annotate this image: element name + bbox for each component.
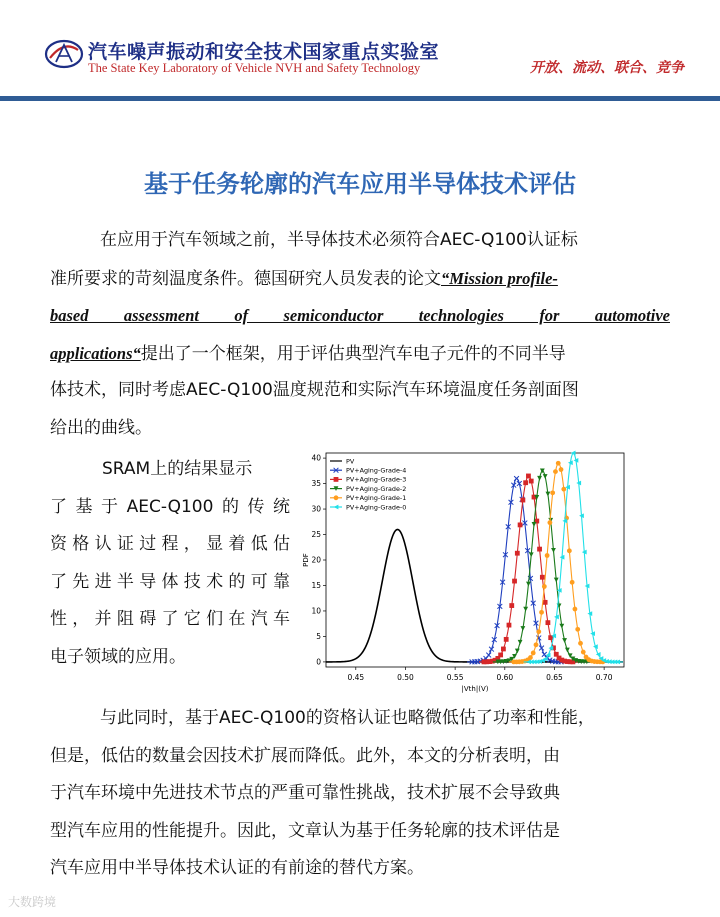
text-line: SRAM上的结果显示 <box>102 459 253 479</box>
text-line: 在应用于汽车领域之前，半导体技术必须符合AEC-Q100认证标 <box>100 230 578 250</box>
data-point <box>539 610 544 615</box>
y-tick-label: 0 <box>316 657 321 667</box>
data-point <box>561 487 566 492</box>
data-point <box>550 490 555 495</box>
data-point <box>518 523 523 528</box>
lab-name-chinese: 汽车噪声振动和安全技术国家重点实验室 <box>88 41 440 63</box>
y-tick-label: 30 <box>311 504 321 514</box>
vth-pdf-chart <box>298 447 638 697</box>
x-tick-label: 0.70 <box>595 673 613 682</box>
data-point <box>547 520 552 525</box>
data-point <box>573 607 578 612</box>
y-tick-label: 35 <box>311 479 321 489</box>
data-point <box>578 641 583 646</box>
data-point <box>553 469 558 474</box>
data-point <box>515 551 520 556</box>
y-tick-label: 25 <box>311 530 321 540</box>
legend-label: PV+Aging-Grade-1 <box>346 494 407 503</box>
data-point <box>334 477 339 482</box>
text-line: 汽车应用中半导体技术认证的有前途的替代方案。 <box>50 858 424 878</box>
text-line: 体技术，同时考虑AEC-Q100温度规范和实际汽车环境温度任务剖面图 <box>50 380 579 400</box>
y-tick-label: 40 <box>311 453 321 463</box>
data-point <box>542 584 547 589</box>
header-divider <box>0 96 720 101</box>
text-line <box>50 297 670 335</box>
data-point <box>545 553 550 558</box>
text-line: 性，并阻碍了它们在汽车 <box>50 609 290 629</box>
y-axis-label: PDF <box>302 553 310 567</box>
text-line: 电子领域的应用。 <box>50 646 186 667</box>
legend-label: PV+Aging-Grade-3 <box>346 475 407 484</box>
x-tick-label: 0.65 <box>546 673 563 682</box>
paragraph-conclusion <box>50 700 670 888</box>
legend-label: PV+Aging-Grade-0 <box>346 503 407 512</box>
data-point <box>529 479 534 484</box>
y-tick-label: 20 <box>311 555 321 565</box>
legend-label: PV+Aging-Grade-4 <box>346 466 407 475</box>
x-tick-label: 0.50 <box>397 673 414 682</box>
text-line: 给出的曲线。 <box>50 417 152 438</box>
data-point <box>556 461 561 466</box>
data-point <box>534 642 539 647</box>
x-tick-label: 0.55 <box>446 673 464 682</box>
data-point <box>498 653 503 658</box>
article-title: 基于任务轮廓的汽车应用半导体技术评估 <box>144 170 576 198</box>
text-line: 型汽车应用的性能提升。因此，文章认为基于任务轮廓的技术评估是 <box>50 820 560 841</box>
x-tick-label: 0.60 <box>496 673 514 682</box>
paper-title-link[interactable]: “Mission profile- <box>441 268 558 288</box>
data-point <box>501 647 506 652</box>
y-tick-label: 10 <box>311 606 321 616</box>
x-axis-label: |Vth|(V) <box>461 685 489 693</box>
data-point <box>509 603 514 608</box>
data-point <box>531 651 536 656</box>
text-line: 但是，低估的数量会因技术扩展而降低。此外，本文的分析表明，由 <box>50 745 560 766</box>
data-point <box>334 495 339 500</box>
y-tick-label: 15 <box>311 580 321 590</box>
data-point <box>546 620 551 625</box>
y-tick-label: 5 <box>316 631 321 641</box>
watermark: 大数跨境 <box>8 895 57 909</box>
paper-title-link[interactable]: applications“ <box>50 343 141 363</box>
data-point <box>526 474 531 479</box>
text-segment: 准所要求的苛刻温度条件。德国研究人员发表的论文 <box>50 268 441 289</box>
data-point <box>504 637 509 642</box>
data-point <box>520 498 525 503</box>
text-line: 了基于AEC-Q100的传统 <box>50 496 290 517</box>
data-point <box>570 580 575 585</box>
data-point <box>581 650 586 655</box>
data-point <box>537 547 542 552</box>
data-point <box>528 655 533 660</box>
text-line: 与此同时，基于AEC-Q100的资格认证也略微低估了功率和性能， <box>100 708 595 728</box>
data-point <box>507 623 512 628</box>
data-point <box>540 575 545 580</box>
text-line: 于汽车环境中先进技术节点的严重可靠性挑战，技术扩展不会导致典 <box>50 783 560 803</box>
page-header <box>0 0 720 96</box>
text-segment: 提出了一个框架，用于评估典型汽车电子元件的不同半导 <box>140 343 566 364</box>
data-point <box>543 600 548 605</box>
legend-label: PV+Aging-Grade-2 <box>346 484 407 493</box>
text-line: 了先进半导体技术的可靠 <box>50 571 290 592</box>
paper-title-link[interactable]: based assessment of semiconductor technologies for automotive <box>50 306 670 325</box>
text-line <box>50 335 670 373</box>
paragraph-sram-results <box>50 451 290 676</box>
text-line: 资格认证过程，显着低估 <box>50 534 290 554</box>
data-point <box>512 579 517 584</box>
data-point <box>567 548 572 553</box>
legend-label: PV <box>346 457 355 466</box>
lab-slogan: 开放、流动、联合、竞争 <box>530 60 684 76</box>
x-tick-label: 0.45 <box>347 673 365 682</box>
data-point <box>559 467 564 472</box>
lab-logo-icon <box>44 36 84 70</box>
data-point <box>523 480 528 485</box>
paragraph-intro <box>50 222 670 447</box>
text-line <box>50 260 670 298</box>
lab-name-english: The State Key Laboratory of Vehicle NVH and Safety Technology <box>88 61 421 75</box>
data-point <box>575 627 580 632</box>
data-point <box>536 629 541 634</box>
